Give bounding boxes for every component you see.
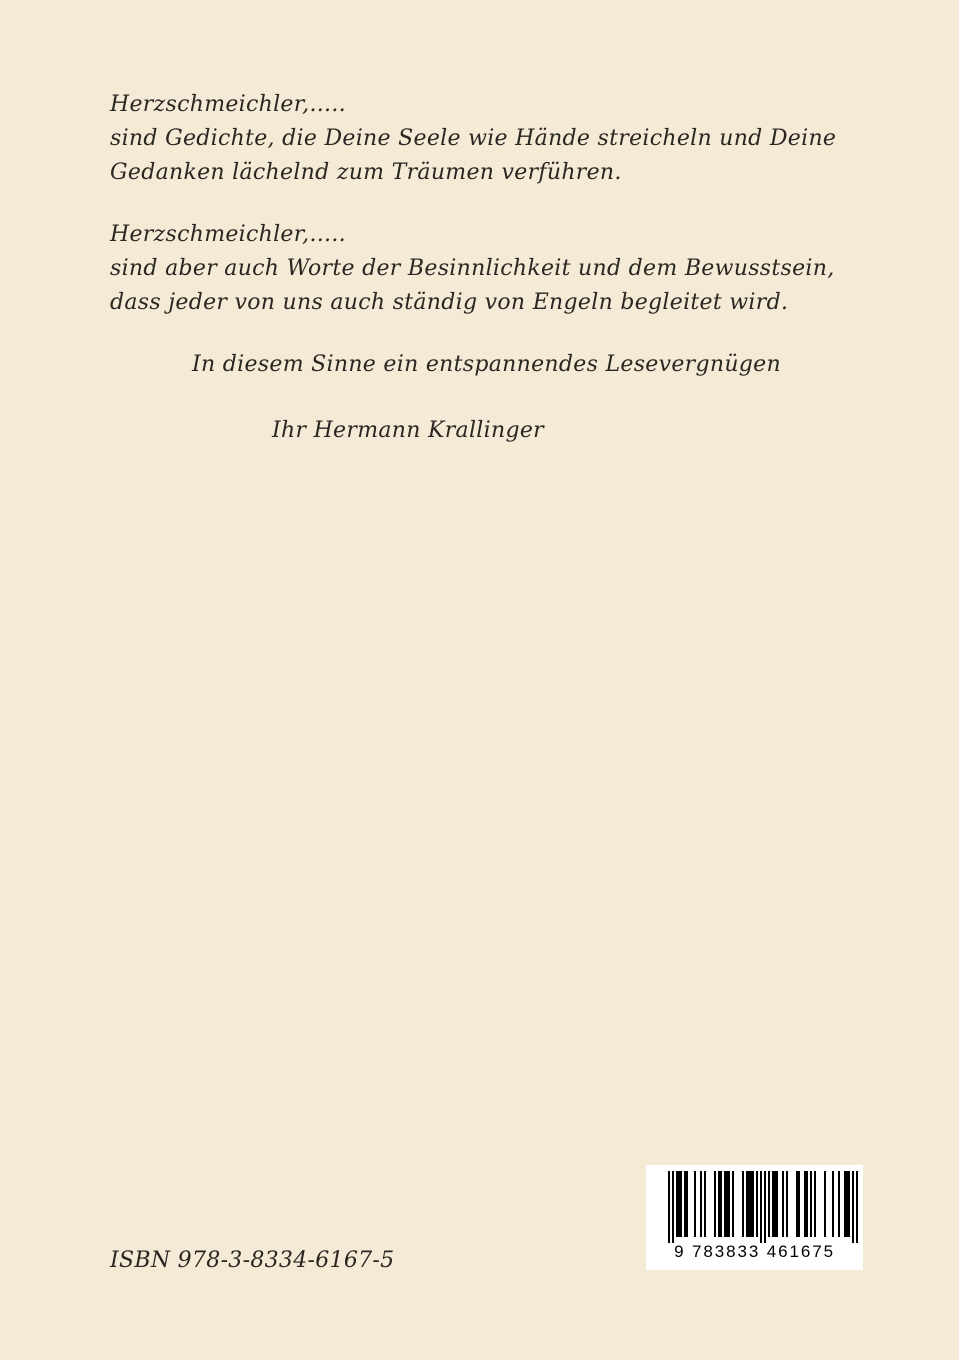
isbn-barcode: [646, 1165, 863, 1270]
barcode-bar-12: [746, 1171, 754, 1237]
barcode-bar-1: [672, 1171, 674, 1243]
barcode-bars: [646, 1165, 863, 1245]
barcode-bar-26: [838, 1171, 840, 1237]
barcode-bar-21: [804, 1171, 808, 1237]
barcode-bar-10: [732, 1171, 734, 1237]
barcode-bar-22: [810, 1171, 812, 1237]
barcode-bar-18: [782, 1171, 784, 1237]
barcode-bar-28: [852, 1171, 854, 1243]
back-cover-blurb: [110, 88, 900, 320]
barcode-bar-8: [718, 1171, 722, 1237]
barcode-bar-16: [768, 1171, 770, 1237]
barcode-bar-23: [814, 1171, 816, 1237]
barcode-bar-3: [684, 1171, 688, 1237]
barcode-bar-20: [796, 1171, 800, 1237]
barcode-bar-6: [704, 1171, 706, 1237]
barcode-bar-14: [760, 1171, 762, 1243]
blurb-paragraph-2: [110, 218, 900, 320]
barcode-bar-13: [756, 1171, 758, 1237]
author-signature: Ihr Hermann Krallinger: [272, 418, 544, 443]
barcode-bar-9: [724, 1171, 730, 1237]
barcode-bar-5: [700, 1171, 702, 1237]
isbn-text: ISBN 978-3-8334-6167-5: [110, 1248, 395, 1273]
closing-line: In diesem Sinne ein entspannendes Lesevergnügen: [192, 352, 781, 377]
barcode-bar-29: [856, 1171, 858, 1243]
blurb-p2-line-3: dass jeder von uns auch ständig von Engeln begleitet wird.: [110, 290, 789, 315]
blurb-paragraph-1: [110, 88, 900, 190]
barcode-bar-2: [676, 1171, 682, 1237]
blurb-p1-line-2: sind Gedichte, die Deine Seele wie Hände streicheln und Deine: [110, 126, 837, 151]
barcode-bar-15: [764, 1171, 766, 1243]
barcode-bar-4: [694, 1171, 696, 1237]
barcode-bar-19: [786, 1171, 788, 1237]
barcode-bar-24: [824, 1171, 826, 1237]
blurb-p2-line-2: sind aber auch Worte der Besinnlichkeit und dem Bewusstsein,: [110, 256, 835, 281]
blurb-p1-line-1: Herzschmeichler,.....: [110, 92, 346, 117]
barcode-bar-11: [742, 1171, 744, 1237]
barcode-bar-0: [668, 1171, 670, 1243]
barcode-bar-27: [844, 1171, 850, 1237]
barcode-digits: 9 783833 461675: [674, 1242, 835, 1261]
blurb-p1-line-3: Gedanken lächelnd zum Träumen verführen.: [110, 160, 622, 185]
barcode-bar-7: [714, 1171, 716, 1237]
blurb-p2-line-1: Herzschmeichler,.....: [110, 222, 346, 247]
barcode-bar-17: [772, 1171, 778, 1237]
barcode-bar-25: [832, 1171, 834, 1237]
